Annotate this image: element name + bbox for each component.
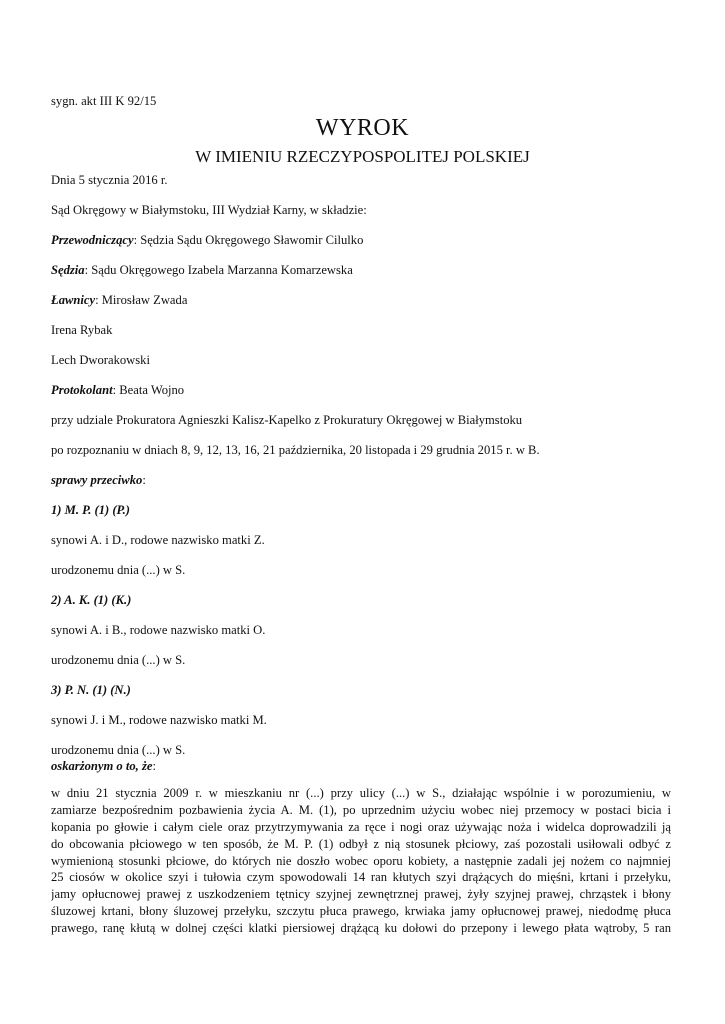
lay-judges — [51, 292, 187, 308]
charge-line: 25 ciosów w okolice szyi i tułowia czym spowodowali 14 ran kłutych szyi drążących do mięśni, krtani i przełyku, — [51, 870, 671, 885]
judgment-date: Dnia 5 stycznia 2016 r. — [51, 173, 168, 187]
judge-label: Sędzia — [51, 263, 85, 277]
charge-line: kopania po głowie i całym ciele oraz przytrzymywania za ręce i nogi oraz używając noża i widelca doprowadzili ją — [51, 819, 671, 834]
presiding-judge — [51, 232, 363, 248]
case-number: sygn. akt III K 92/15 — [51, 94, 157, 108]
document-subtitle: W IMIENIU RZECZYPOSPOLITEJ POLSKIEJ — [195, 147, 530, 166]
court-clerk — [51, 382, 184, 398]
defendant-2-heading: 2) A. K. (1) (K.) — [51, 593, 132, 607]
defendant-1-born: urodzonemu dnia (...) w S. — [51, 563, 186, 577]
presiding-label: Przewodniczący — [51, 233, 134, 247]
defendant-2-parents: synowi A. i B., rodowe nazwisko matki O. — [51, 623, 266, 637]
charge-paragraph — [51, 785, 671, 937]
judge — [51, 262, 353, 278]
charge-line: do obcowania płciowego w ten sposób, że M. P. (1) odbył z nią stosunek płciowy, zaś pozostali usiłowali odbyć z — [51, 836, 671, 851]
case-against-label: sprawy przeciwko — [51, 473, 143, 487]
defendant-1-heading: 1) M. P. (1) (P.) — [51, 503, 130, 517]
hearing-dates: po rozpoznaniu w dniach 8, 9, 12, 13, 16, 21 października, 20 listopada i 29 grudnia 2015 r. w B. — [51, 443, 540, 457]
lay-judges-label: Ławnicy — [51, 293, 96, 307]
judge-value: : Sądu Okręgowego Izabela Marzanna Komarzewska — [84, 263, 353, 277]
court-composition: Sąd Okręgowy w Białymstoku, III Wydział Karny, w składzie: — [51, 203, 367, 217]
prosecutor-line: przy udziale Prokuratora Agnieszki Kalisz-Kapelko z Prokuratury Okręgowej w Białymstoku — [51, 413, 523, 427]
lay-judges-value: : Mirosław Zwada — [95, 293, 188, 307]
lay-judge-3: Lech Dworakowski — [51, 353, 150, 367]
presiding-value: : Sędzia Sądu Okręgowego Sławomir Cilulko — [133, 233, 364, 247]
lay-judge-2: Irena Rybak — [51, 323, 113, 337]
charge-line: w dniu 21 stycznia 2009 r. w mieszkaniu nr (...) przy ulicy (...) w S., działając wspólnie i w porozumieniu, w — [51, 786, 671, 800]
defendant-3-heading: 3) P. N. (1) (N.) — [51, 683, 131, 697]
accused-label: oskarżonym o to, że — [51, 759, 153, 773]
accused-of: oskarżonym o to, że: — [51, 759, 156, 773]
charge-line: śluzowej krtani, błony śluzowej przełyku, szczytu płuca prawego, krwiaka jamy opłucnowej prawej, niedodmę płuca — [51, 904, 671, 919]
defendant-3-parents: synowi J. i M., rodowe nazwisko matki M. — [51, 713, 267, 727]
charge-line: jamy opłucnowej prawej z uszkodzeniem tętnicy szyjnej zewnętrznej prawej, żyły szyjnej prawej, chrząstek i błony — [51, 887, 671, 902]
document-title: WYROK — [315, 115, 410, 141]
clerk-value: : Beata Wojno — [112, 383, 185, 397]
defendant-2-born: urodzonemu dnia (...) w S. — [51, 653, 186, 667]
charge-line: zamiarze bezpośrednim pozbawienia życia A. M. (1), po uprzednim użyciu wobec niej przemocy w postaci bicia i — [51, 802, 671, 817]
clerk-label: Protokolant — [51, 383, 113, 397]
case-against: sprawy przeciwko: — [51, 473, 146, 487]
charge-line: wymienioną stosunki płciowe, do których nie doszło wobec oporu kobiety, a następnie zadali jej nożem co najmniej — [51, 853, 671, 868]
defendant-1-parents: synowi A. i D., rodowe nazwisko matki Z. — [51, 533, 265, 547]
charge-line: prawego, ranę kłutą w dolnej części klatki piersiowej drążącą ku dołowi do przepony i lewego płata wątroby, 5 ran — [51, 921, 671, 936]
defendant-3-born: urodzonemu dnia (...) w S. — [51, 743, 186, 757]
